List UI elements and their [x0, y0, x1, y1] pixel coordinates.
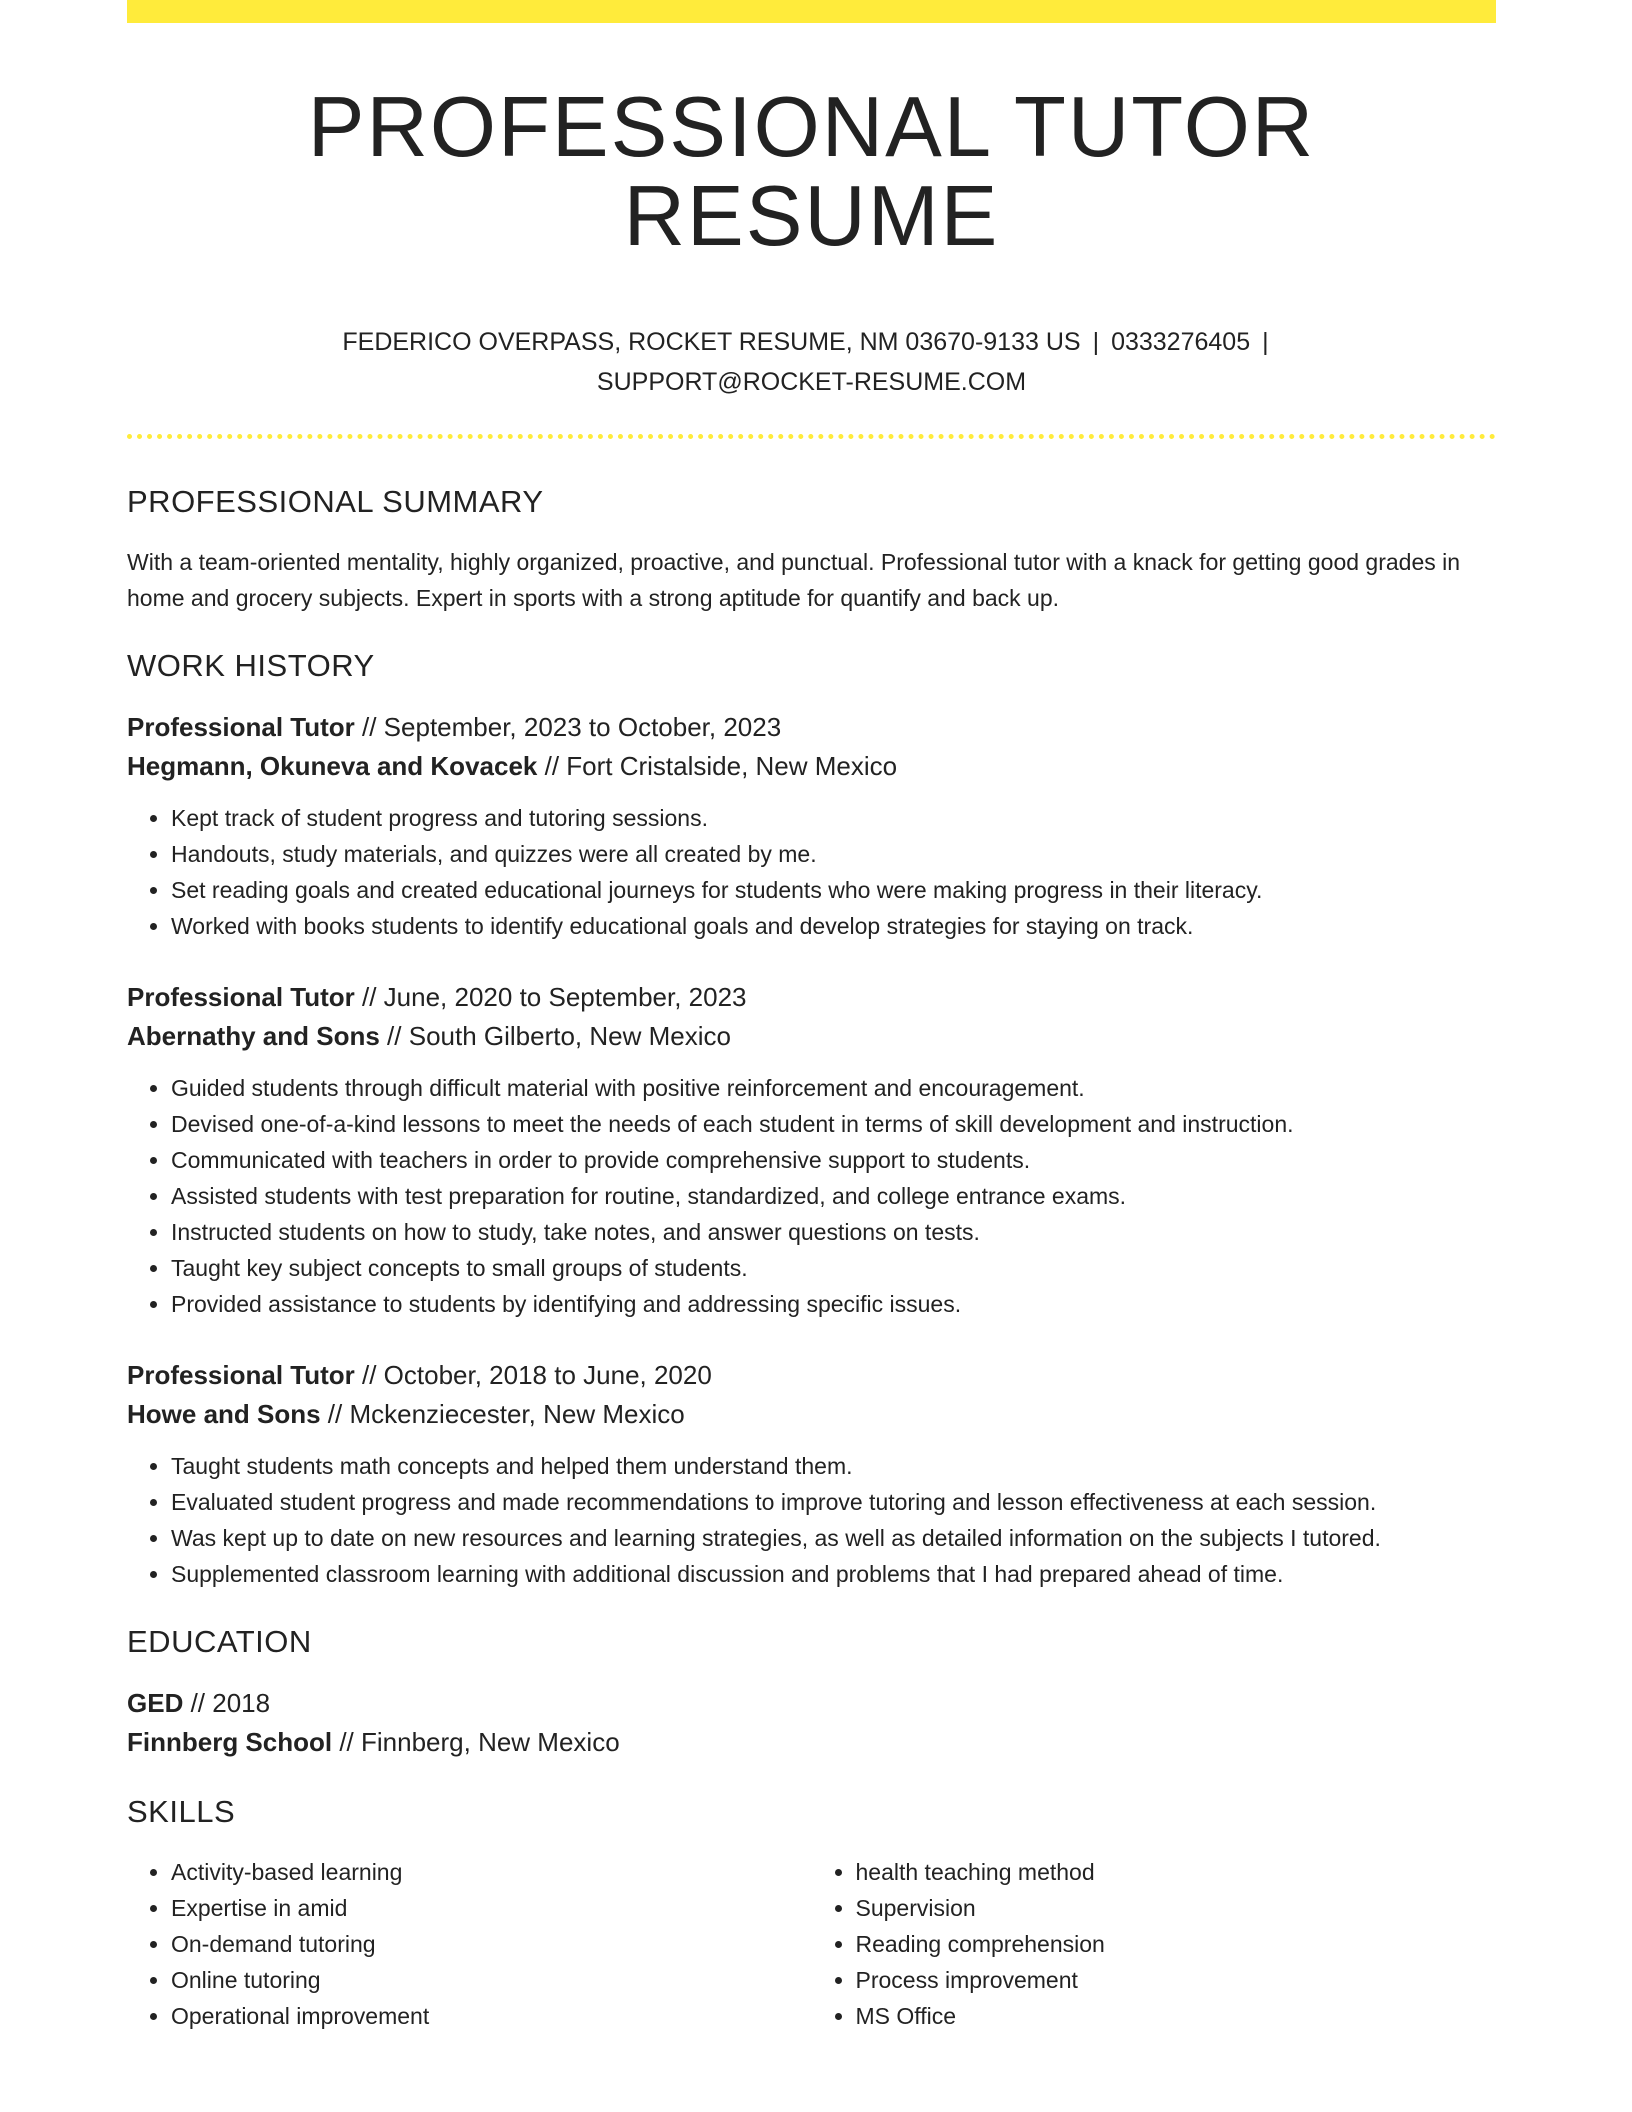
- skill-item: • Supervision: [856, 1890, 1497, 1926]
- job-bullet: • Provided assistance to students by identifying and addressing specific issues.: [171, 1286, 1496, 1322]
- job-company-line: [127, 747, 1496, 786]
- job-role: Professional Tutor: [127, 1359, 355, 1390]
- job-company: Howe and Sons: [127, 1398, 321, 1429]
- job-company-line: [127, 1395, 1496, 1434]
- job-bullet: • Set reading goals and created educational journeys for students who were making progress in their literacy.: [171, 872, 1496, 908]
- job-bullet: • Taught key subject concepts to small groups of students.: [171, 1250, 1496, 1286]
- section-title-education: EDUCATION: [127, 1623, 312, 1659]
- skill-item: • Operational improvement: [171, 1998, 812, 2034]
- contact-email: SUPPORT@ROCKET-RESUME.COM: [596, 367, 1027, 396]
- job-bullet: • Worked with books students to identify educational goals and develop strategies for staying on track.: [171, 908, 1496, 944]
- job-title-line: [127, 978, 1496, 1017]
- skills-column-right: [812, 1854, 1497, 2034]
- job-dates: // September, 2023 to October, 2023: [354, 711, 782, 742]
- skill-item: • Reading comprehension: [856, 1926, 1497, 1962]
- skill-item: • On-demand tutoring: [171, 1926, 812, 1962]
- contact-separator: |: [1262, 327, 1269, 356]
- accent-top-bar: [127, 0, 1496, 23]
- skill-item: • Online tutoring: [171, 1962, 812, 1998]
- resume-title: PROFESSIONAL TUTOR RESUME: [307, 80, 1316, 265]
- job-company-line: [127, 1017, 1496, 1056]
- section-title-skills: SKILLS: [127, 1793, 236, 1829]
- education-school-line: [127, 1723, 1496, 1762]
- contact-separator: |: [1092, 327, 1100, 356]
- section-title-summary: PROFESSIONAL SUMMARY: [127, 483, 544, 519]
- education-school: Finnberg School: [127, 1726, 333, 1757]
- job-bullets: [127, 1070, 1496, 1322]
- contact-info: [312, 322, 1312, 402]
- job-role: Professional Tutor: [127, 711, 355, 742]
- skill-item: • Expertise in amid: [171, 1890, 812, 1926]
- job-bullet: • Kept track of student progress and tutoring sessions.: [171, 800, 1496, 836]
- job-bullets: [127, 800, 1496, 944]
- skills-list: [127, 1854, 1496, 2034]
- education-entry: [127, 1684, 1496, 1762]
- job-title-line: [127, 1356, 1496, 1395]
- skill-item: • Activity-based learning: [171, 1854, 812, 1890]
- job-entry: [127, 1356, 1496, 1592]
- summary-text: With a team-oriented mentality, highly organized, proactive, and punctual. Professional tutor with a knack for getting good grades in home and grocery subjects. Expert in sports with a strong aptitude for quantify and back up.: [127, 548, 1461, 611]
- skill-item: • MS Office: [856, 1998, 1497, 2034]
- section-title-work-history: WORK HISTORY: [127, 647, 375, 683]
- contact-phone: 0333276405: [1111, 327, 1251, 356]
- job-bullet: • Was kept up to date on new resources and learning strategies, as well as detailed information on the subjects I tutored.: [171, 1520, 1496, 1556]
- education-degree-line: [127, 1684, 1496, 1723]
- job-bullet: • Assisted students with test preparation for routine, standardized, and college entrance exams.: [171, 1178, 1496, 1214]
- job-role: Professional Tutor: [127, 981, 355, 1012]
- job-bullet: • Taught students math concepts and helped them understand them.: [171, 1448, 1496, 1484]
- education-location: // Finnberg, New Mexico: [332, 1726, 620, 1757]
- job-bullet: • Guided students through difficult material with positive reinforcement and encouragement.: [171, 1070, 1496, 1106]
- education-degree: GED: [127, 1687, 184, 1718]
- job-bullets: [127, 1448, 1496, 1592]
- job-bullet: • Evaluated student progress and made recommendations to improve tutoring and lesson effectiveness at each session.: [171, 1484, 1496, 1520]
- job-bullet: • Devised one-of-a-kind lessons to meet the needs of each student in terms of skill development and instruction.: [171, 1106, 1496, 1142]
- skill-item: • Process improvement: [856, 1962, 1497, 1998]
- skills-column-left: [127, 1854, 812, 2034]
- job-company: Hegmann, Okuneva and Kovacek: [127, 750, 538, 781]
- resume-page: [127, 0, 1496, 2112]
- skill-item: • health teaching method: [856, 1854, 1497, 1890]
- job-entry: [127, 708, 1496, 944]
- job-bullet: • Instructed students on how to study, take notes, and answer questions on tests.: [171, 1214, 1496, 1250]
- job-bullet: • Supplemented classroom learning with additional discussion and problems that I had prepared ahead of time.: [171, 1556, 1496, 1592]
- job-entry: [127, 978, 1496, 1322]
- job-bullet: • Handouts, study materials, and quizzes were all created by me.: [171, 836, 1496, 872]
- job-title-line: [127, 708, 1496, 747]
- dotted-divider: [127, 434, 1496, 439]
- job-dates: // October, 2018 to June, 2020: [354, 1359, 712, 1390]
- job-company: Abernathy and Sons: [127, 1020, 380, 1051]
- contact-address: FEDERICO OVERPASS, ROCKET RESUME, NM 03670-9133 US: [342, 327, 1081, 356]
- job-location: // Mckenziecester, New Mexico: [320, 1398, 685, 1429]
- job-bullet: • Communicated with teachers in order to provide comprehensive support to students.: [171, 1142, 1496, 1178]
- job-dates: // June, 2020 to September, 2023: [354, 981, 747, 1012]
- education-year: // 2018: [183, 1687, 271, 1718]
- job-location: // South Gilberto, New Mexico: [379, 1020, 731, 1051]
- job-location: // Fort Cristalside, New Mexico: [537, 750, 898, 781]
